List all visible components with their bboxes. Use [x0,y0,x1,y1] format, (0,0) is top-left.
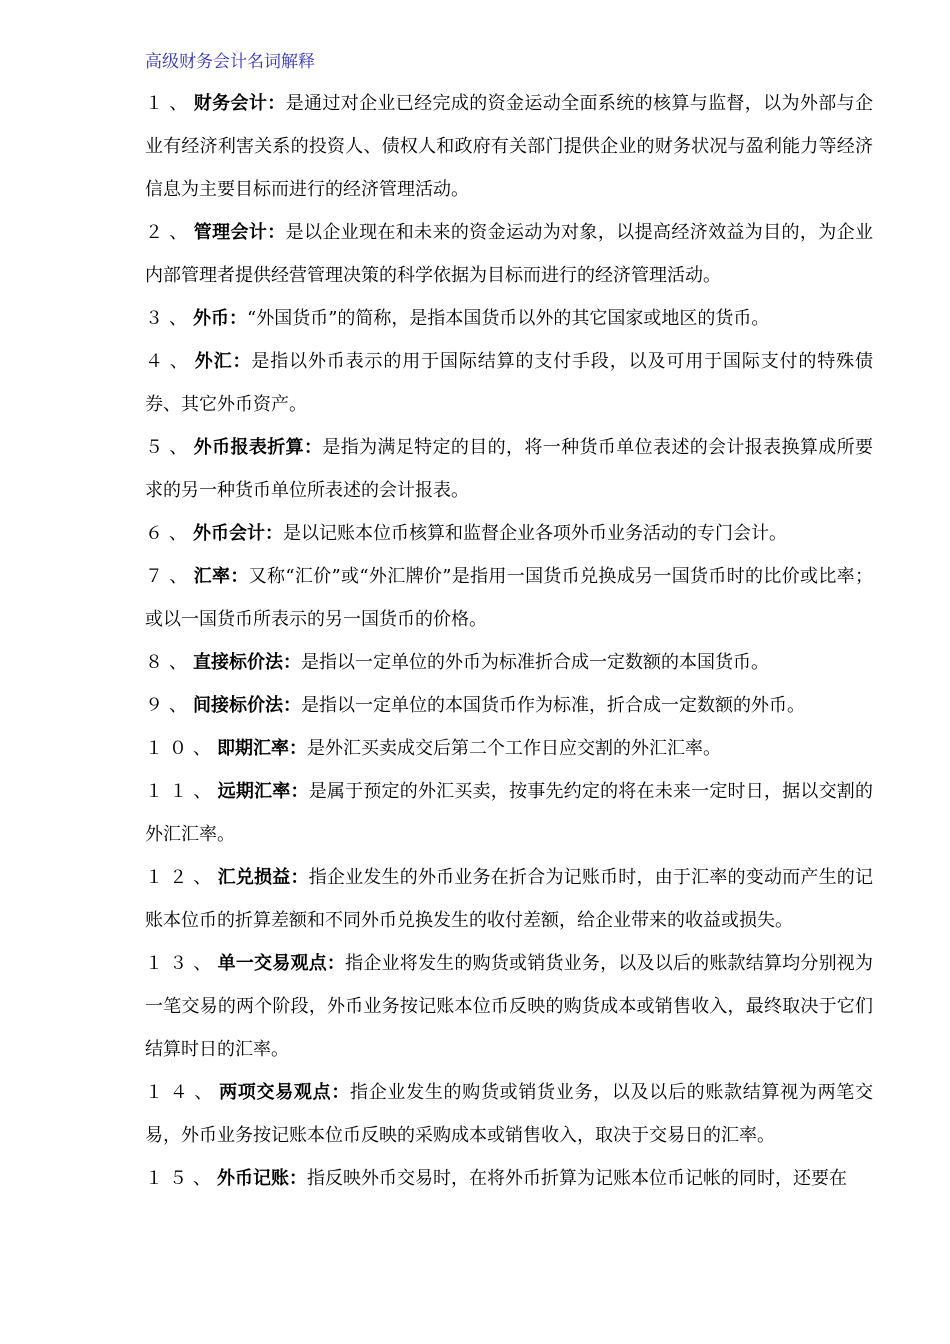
entry-number: ７、 [145,566,194,587]
glossary-entry-6 [145,512,873,555]
glossary-entry-9 [145,684,873,727]
entry-number: ８、 [145,652,193,673]
entry-definition: 是指以外币表示的用于国际结算的支付手段，以及可用于国际支付的特殊债券、其它外币资产。 [145,351,874,415]
entry-number: １５、 [145,1168,217,1189]
entry-number: １４、 [145,1082,220,1103]
entry-definition: 是通过对企业已经完成的资金运动全面系统的核算与监督，以为外部与企业有经济利害关系的投资人、债权人和政府有关部门提供企业的财务状况与盈利能力等经济信息为主要目标而进行的经济管理活动。 [145,93,874,200]
entry-term: 间接标价法： [193,695,301,716]
glossary-entry-8 [145,641,873,684]
entry-term: 财务会计： [193,93,286,114]
entry-term: 两项交易观点： [219,1082,351,1103]
entry-definition: 是外汇买卖成交后第二个工作日应交割的外汇汇率。 [307,738,721,759]
document-title: 高级财务会计名词解释 [145,52,315,72]
entry-number: １０、 [145,738,217,759]
glossary-entry-2 [145,211,873,297]
entry-term: 外币记账： [217,1168,307,1189]
entry-number: ６、 [145,523,193,544]
glossary-entry-3 [145,297,873,340]
entry-number: ２、 [145,222,194,243]
entry-number: ９、 [145,695,193,716]
entry-number: ４、 [145,351,195,372]
entry-definition: 是指以一定单位的本国货币作为标准，折合成一定数额的外币。 [301,695,805,716]
entry-definition: 是以企业现在和未来的资金运动为对象，以提高经济效益为目的，为企业内部管理者提供经营管理决策的科学依据为目标而进行的经济管理活动。 [145,222,874,286]
entry-term: 远期汇率： [217,781,309,802]
entry-definition: 是指为满足特定的目的，将一种货币单位表述的会计报表换算成所要求的另一种货币单位所表述的会计报表。 [145,437,874,501]
entry-definition: 指企业将发生的购货或销货业务，以及以后的账款结算均分别视为一笔交易的两个阶段，外币业务按记账本位币反映的购货成本或销售收入，最终取决于它们结算时日的汇率。 [145,953,874,1060]
entry-definition: 是以记账本位币核算和监督企业各项外币业务活动的专门会计。 [283,523,787,544]
glossary-entry-15 [145,1157,873,1200]
entry-term: 外汇： [194,351,252,372]
glossary-entry-5 [145,426,873,512]
entry-term: 汇兑损益： [217,867,309,888]
glossary-entry-4 [145,340,873,426]
glossary-entry-12 [145,856,873,942]
entry-number: １１、 [145,781,218,802]
entry-term: 即期汇率： [217,738,307,759]
glossary-entry-7 [145,555,873,641]
document-page [145,50,873,1200]
entry-definition: 指反映外币交易时，在将外币折算为记账本位币记帐的同时，还要在 [307,1168,847,1189]
entry-term: 管理会计： [193,222,286,243]
glossary-entry-10 [145,727,873,770]
entry-term: 外币： [193,308,247,329]
glossary-entry-11 [145,770,873,856]
entry-definition: 是属于预定的外汇买卖，按事先约定的将在未来一定时日，据以交割的外汇汇率。 [145,781,874,845]
entry-definition: 指企业发生的外币业务在折合为记账币时，由于汇率的变动而产生的记账本位币的折算差额和不同外币兑换发生的收付差额，给企业带来的收益或损失。 [145,867,874,931]
glossary-entry-14 [145,1071,873,1157]
entry-definition: “外国货币”的简称，是指本国货币以外的其它国家或地区的货币。 [247,308,770,329]
entry-definition: 指企业发生的购货或销货业务，以及以后的账款结算视为两笔交易，外币业务按记账本位币反映的采购成本或销售收入，取决于交易日的汇率。 [145,1082,874,1146]
entry-term: 直接标价法： [193,652,301,673]
entry-term: 汇率： [193,566,249,587]
glossary-entry-13 [145,942,873,1071]
entry-term: 外币会计： [193,523,283,544]
entry-definition: 是指以一定单位的外币为标准折合成一定数额的本国货币。 [301,652,769,673]
entry-term: 单一交易观点： [217,953,346,974]
glossary-entry-1 [145,82,873,211]
entry-number: ５、 [145,437,194,458]
entry-term: 外币报表折算： [193,437,323,458]
entry-number: １３、 [145,953,218,974]
entry-number: ３、 [145,308,193,329]
entry-number: １２、 [145,867,218,888]
entry-number: １、 [145,93,194,114]
entry-definition: 又称“汇价”或“外汇牌价”是指用一国货币兑换成另一国货币时的比价或比率；或以一国货币所表示的另一国货币的价格。 [145,566,874,630]
